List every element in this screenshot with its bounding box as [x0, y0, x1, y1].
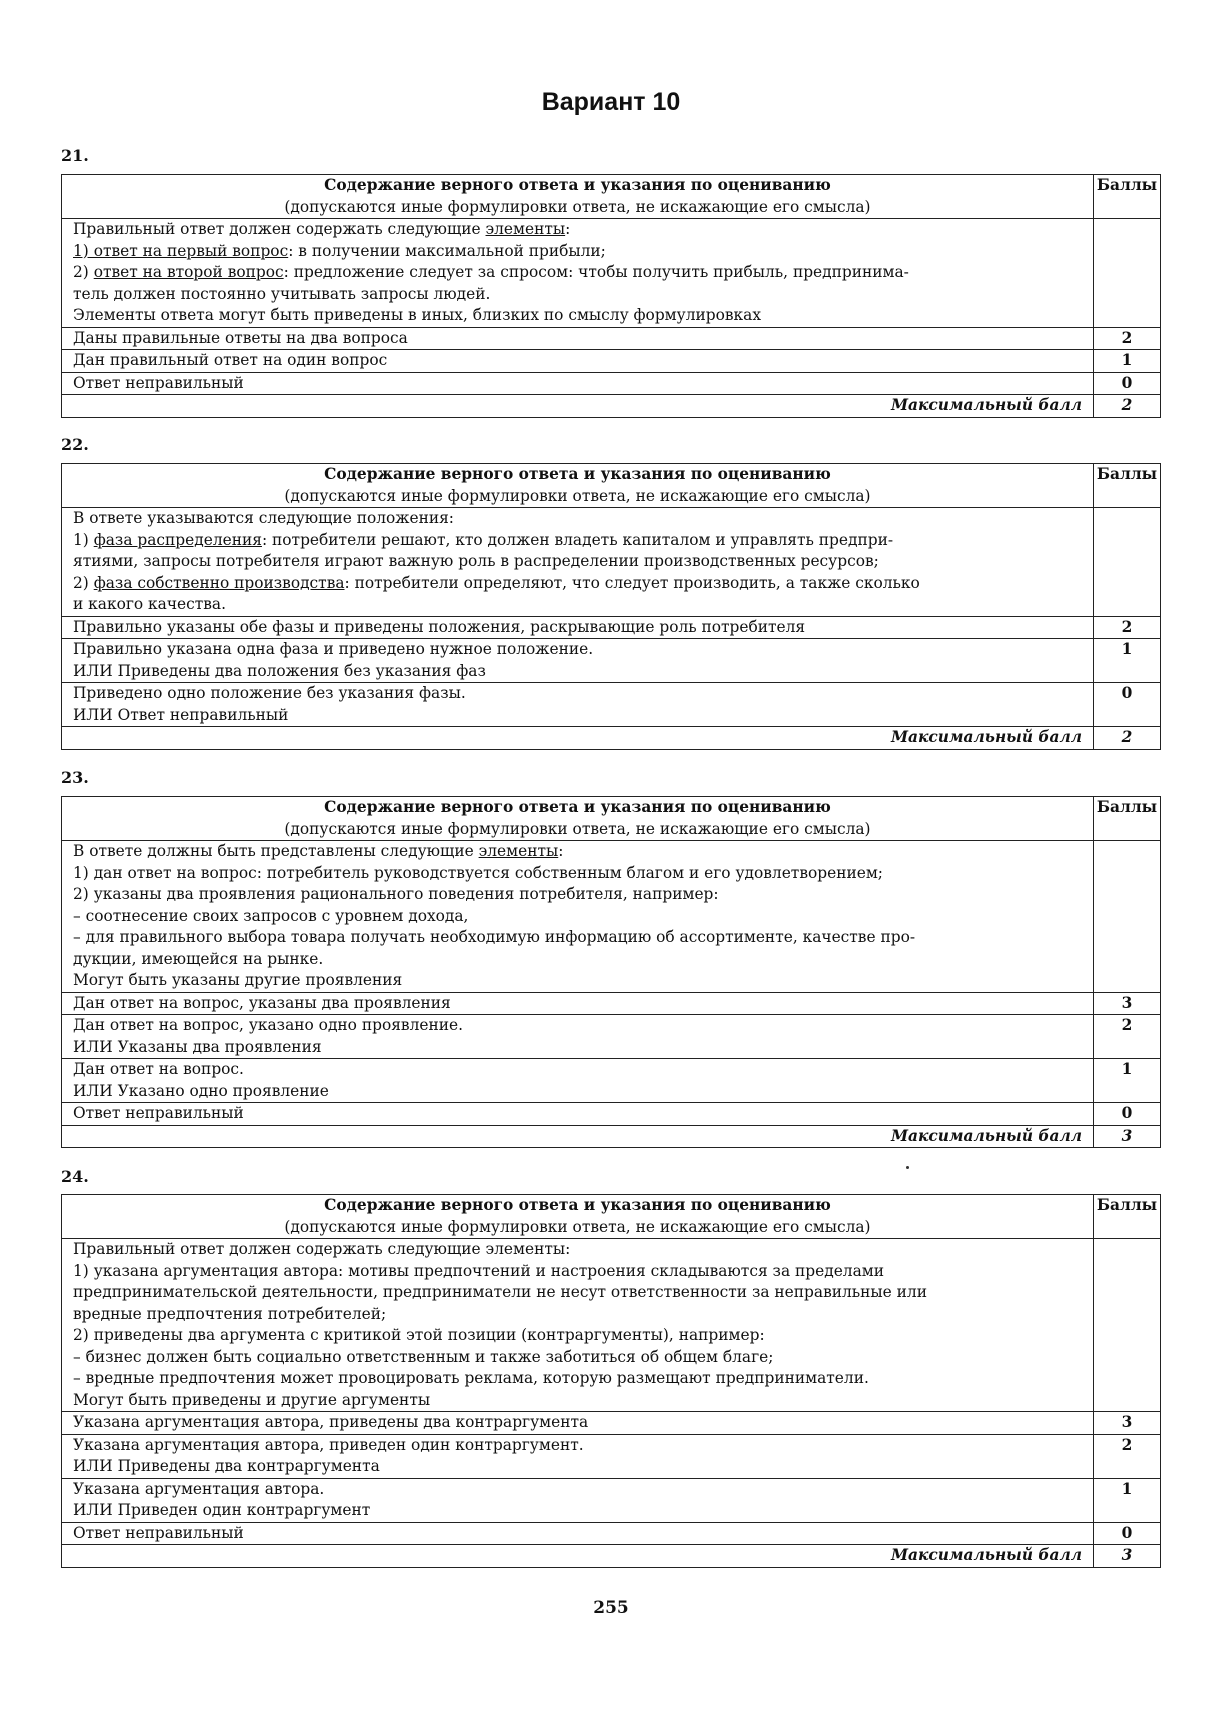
criteria-row [62, 1059, 1161, 1103]
answer-line: Могут быть приведены и другие аргументы [73, 1390, 431, 1409]
answer-line: вредные предпочтения потребителей; [73, 1304, 387, 1323]
criteria-table [61, 463, 1161, 750]
criteria-text [62, 1434, 1094, 1478]
criteria-table [61, 796, 1161, 1148]
answer-content [62, 508, 1094, 617]
task-number: 24. [61, 1167, 89, 1186]
criteria-points: 1 [1094, 1059, 1161, 1103]
criteria-points: 3 [1094, 992, 1161, 1015]
scan-speck [906, 1166, 909, 1169]
answer-content [62, 219, 1094, 328]
max-score-label: Максимальный балл [62, 1545, 1094, 1568]
criteria-line: ИЛИ Указаны два проявления [73, 1037, 322, 1056]
criteria-row [62, 683, 1161, 727]
header-subtitle: (допускаются иные формулировки ответа, не искажающие его смысла) [284, 819, 871, 838]
criteria-line: Указана аргументация автора. [73, 1479, 325, 1498]
criteria-points: 2 [1094, 1015, 1161, 1059]
max-score-label: Максимальный балл [62, 395, 1094, 418]
page-title: Вариант 10 [541, 88, 681, 116]
criteria-line: Указана аргументация автора, приведен один контраргумент. [73, 1435, 584, 1454]
criteria-text: Ответ неправильный [62, 1522, 1094, 1545]
criteria-row [62, 1522, 1161, 1545]
answer-line: 2) фаза собственно производства: потребители определяют, что следует производить, а также сколько [73, 573, 920, 592]
max-score-row [62, 1545, 1161, 1568]
criteria-text: Ответ неправильный [62, 1103, 1094, 1126]
criteria-line: ИЛИ Приведены два положения без указания фаз [73, 661, 486, 680]
criteria-text: Ответ неправильный [62, 372, 1094, 395]
criteria-row [62, 372, 1161, 395]
answer-content [62, 1239, 1094, 1412]
header-row [62, 175, 1161, 219]
answer-line: Правильный ответ должен содержать следующие элементы: [73, 1240, 571, 1258]
header-content-cell [62, 464, 1094, 508]
criteria-row [62, 1434, 1161, 1478]
answer-row [62, 1239, 1161, 1412]
answer-line: В ответе указываются следующие положения: [73, 509, 454, 527]
answer-content [62, 841, 1094, 993]
criteria-line: Дан ответ на вопрос. [73, 1060, 244, 1078]
criteria-points: 2 [1094, 327, 1161, 350]
criteria-row [62, 1103, 1161, 1126]
criteria-text: Дан ответ на вопрос, указаны два проявления [62, 992, 1094, 1015]
criteria-text [62, 1015, 1094, 1059]
answer-line: – бизнес должен быть социально ответственным и также заботиться об общем благе; [73, 1347, 774, 1366]
criteria-points: 1 [1094, 639, 1161, 683]
max-score-value: 2 [1094, 727, 1161, 750]
max-score-value: 3 [1094, 1125, 1161, 1148]
header-points: Баллы [1094, 175, 1161, 219]
criteria-line: ИЛИ Ответ неправильный [73, 705, 289, 724]
criteria-table [61, 174, 1161, 418]
header-title: Содержание верного ответа и указания по оцениванию [324, 465, 831, 483]
answer-line: Элементы ответа могут быть приведены в иных, близких по смыслу формулировках [73, 306, 761, 324]
answer-line: 1) фаза распределения: потребители решают, кто должен владеть капиталом и управлять предпри- [73, 530, 894, 549]
criteria-points: 0 [1094, 1103, 1161, 1126]
answer-line: 2) ответ на второй вопрос: предложение следует за спросом: чтобы получить прибыль, предпринима- [73, 263, 909, 281]
answer-line: 2) указаны два проявления рационального поведения потребителя, например: [73, 885, 719, 903]
header-subtitle: (допускаются иные формулировки ответа, не искажающие его смысла) [284, 486, 871, 505]
criteria-points: 1 [1094, 350, 1161, 373]
criteria-points: 2 [1094, 616, 1161, 639]
header-content-cell [62, 797, 1094, 841]
criteria-row [62, 992, 1161, 1015]
criteria-line: ИЛИ Указано одно проявление [73, 1081, 329, 1100]
answer-line: В ответе должны быть представлены следующие элементы: [73, 842, 564, 860]
criteria-text [62, 1478, 1094, 1522]
task-number: 21. [61, 146, 89, 165]
max-score-row [62, 395, 1161, 418]
max-score-value: 3 [1094, 1545, 1161, 1568]
header-content-cell [62, 1195, 1094, 1239]
answer-row [62, 219, 1161, 328]
answer-line: 1) дан ответ на вопрос: потребитель руководствуется собственным благом и его удовлетворением; [73, 863, 883, 882]
criteria-line: ИЛИ Приведены два контраргумента [73, 1457, 380, 1475]
criteria-text: Дан правильный ответ на один вопрос [62, 350, 1094, 373]
answer-line: предпринимательской деятельности, предприниматели не несут ответственности за неправильные или [73, 1283, 927, 1301]
answer-row [62, 508, 1161, 617]
answer-line: дукции, имеющейся на рынке. [73, 949, 324, 968]
criteria-points: 1 [1094, 1478, 1161, 1522]
header-row [62, 797, 1161, 841]
header-points: Баллы [1094, 1195, 1161, 1239]
max-score-row [62, 727, 1161, 750]
header-content-cell [62, 175, 1094, 219]
criteria-text: Правильно указаны обе фазы и приведены положения, раскрывающие роль потребителя [62, 616, 1094, 639]
criteria-row [62, 1412, 1161, 1435]
header-points: Баллы [1094, 464, 1161, 508]
header-title: Содержание верного ответа и указания по оцениванию [324, 176, 831, 194]
criteria-row [62, 327, 1161, 350]
criteria-text: Даны правильные ответы на два вопроса [62, 327, 1094, 350]
criteria-row [62, 1015, 1161, 1059]
header-points: Баллы [1094, 797, 1161, 841]
answer-line: тель должен постоянно учитывать запросы людей. [73, 284, 491, 303]
header-row [62, 1195, 1161, 1239]
criteria-text: Указана аргументация автора, приведены два контраргумента [62, 1412, 1094, 1435]
criteria-text [62, 639, 1094, 683]
criteria-line: Дан ответ на вопрос, указано одно проявление. [73, 1016, 463, 1034]
criteria-table [61, 1194, 1161, 1568]
page-number: 255 [593, 1598, 629, 1618]
criteria-line: Правильно указана одна фаза и приведено нужное положение. [73, 640, 594, 658]
answer-row [62, 841, 1161, 993]
header-title: Содержание верного ответа и указания по оцениванию [324, 798, 831, 816]
max-score-label: Максимальный балл [62, 1125, 1094, 1148]
answer-line: – соотнесение своих запросов с уровнем дохода, [73, 906, 469, 925]
answer-line: Могут быть указаны другие проявления [73, 971, 403, 989]
answer-line: 1) указана аргументация автора: мотивы предпочтений и настроения складываются за пределами [73, 1261, 884, 1280]
criteria-points: 0 [1094, 372, 1161, 395]
criteria-points: 0 [1094, 683, 1161, 727]
header-row [62, 464, 1161, 508]
criteria-line: Приведено одно положение без указания фазы. [73, 684, 466, 702]
header-subtitle: (допускаются иные формулировки ответа, не искажающие его смысла) [284, 1217, 871, 1236]
answer-line: 1) ответ на первый вопрос: в получении максимальной прибыли; [73, 241, 606, 260]
criteria-line: ИЛИ Приведен один контраргумент [73, 1501, 371, 1519]
criteria-row [62, 639, 1161, 683]
answer-line: Правильный ответ должен содержать следующие элементы: [73, 220, 571, 238]
criteria-points: 0 [1094, 1522, 1161, 1545]
answer-line: – вредные предпочтения может провоцировать реклама, которую размещают предприниматели. [73, 1369, 869, 1387]
answer-line: и какого качества. [73, 595, 226, 613]
criteria-points: 2 [1094, 1434, 1161, 1478]
task-number: 23. [61, 768, 89, 787]
answer-line: – для правильного выбора товара получать необходимую информацию об ассортименте, качестве про- [73, 928, 916, 946]
max-score-value: 2 [1094, 395, 1161, 418]
max-score-row [62, 1125, 1161, 1148]
criteria-row [62, 350, 1161, 373]
answer-line: 2) приведены два аргумента с критикой этой позиции (контраргументы), например: [73, 1326, 765, 1344]
header-title: Содержание верного ответа и указания по оцениванию [324, 1196, 831, 1214]
max-score-label: Максимальный балл [62, 727, 1094, 750]
criteria-points: 3 [1094, 1412, 1161, 1435]
answer-line: ятиями, запросы потребителя играют важную роль в распределении производственных ресурсов; [73, 552, 879, 570]
task-number: 22. [61, 435, 89, 454]
criteria-row [62, 1478, 1161, 1522]
criteria-text [62, 1059, 1094, 1103]
header-subtitle: (допускаются иные формулировки ответа, не искажающие его смысла) [284, 197, 871, 216]
criteria-row [62, 616, 1161, 639]
criteria-text [62, 683, 1094, 727]
